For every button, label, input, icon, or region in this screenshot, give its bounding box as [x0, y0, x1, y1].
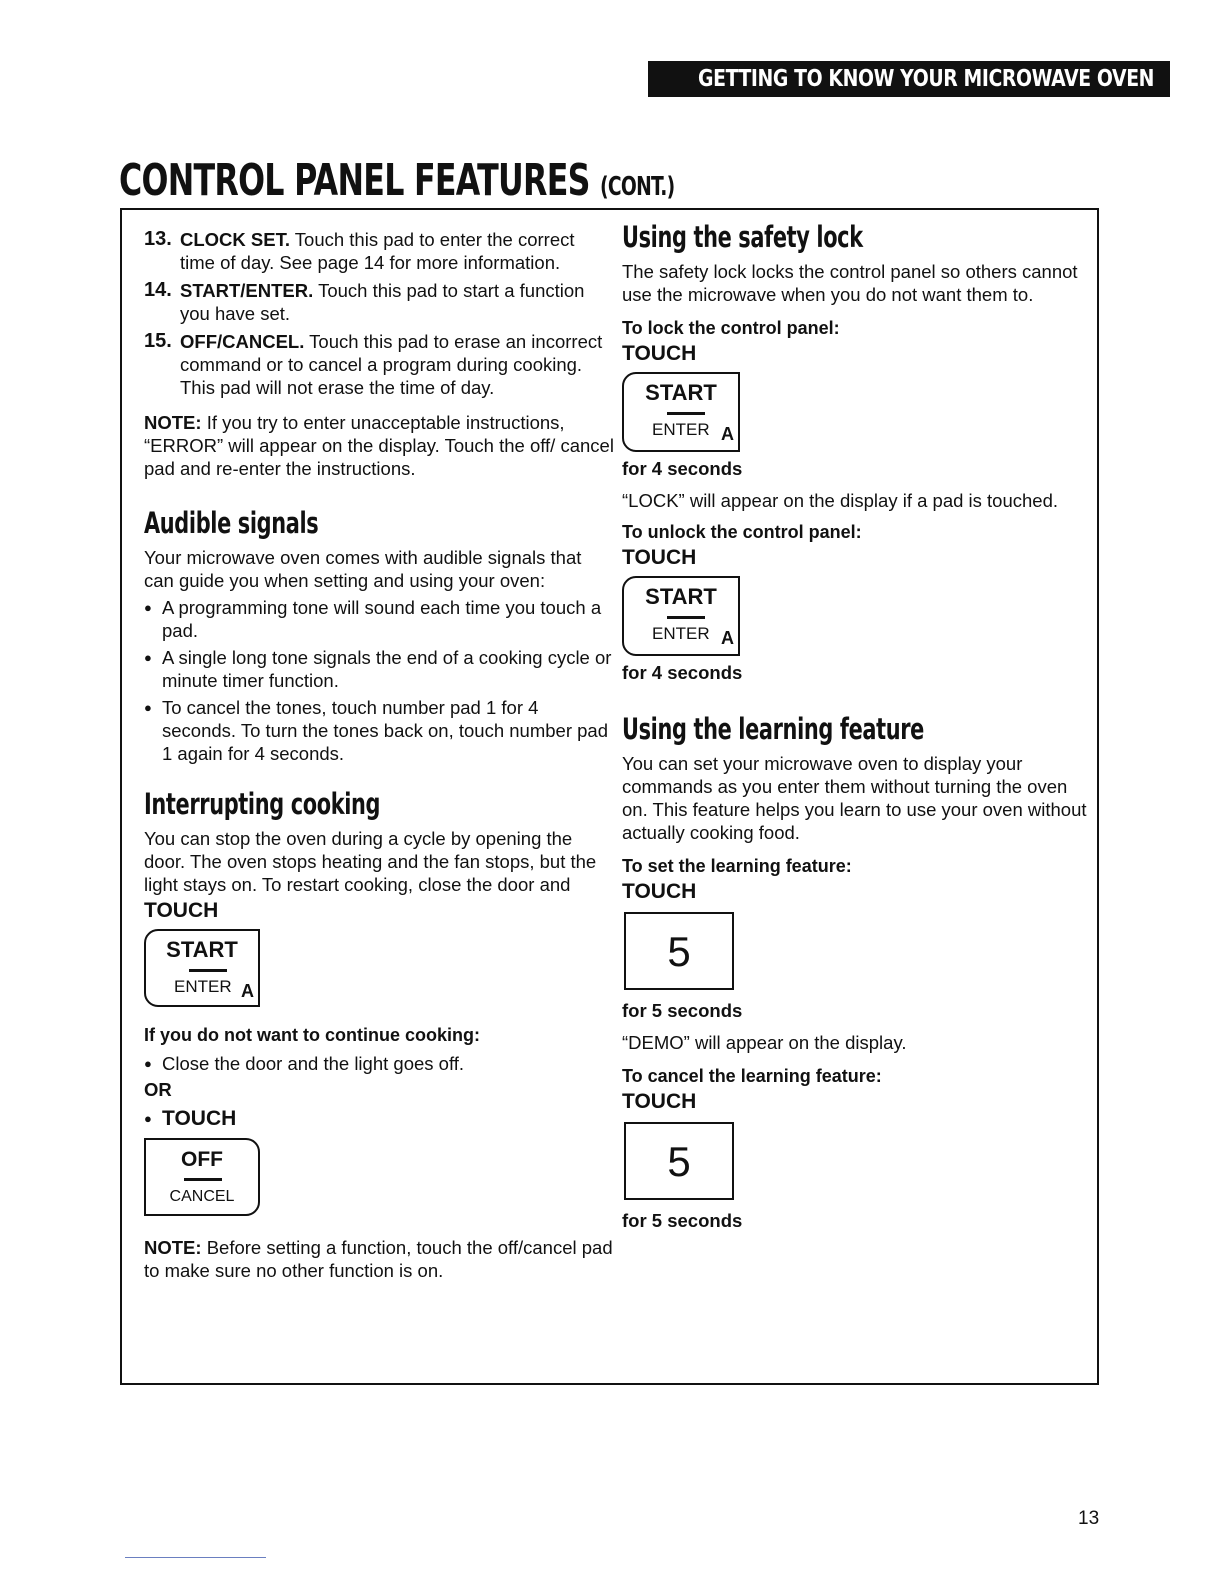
section-banner: GETTING TO KNOW YOUR MICROWAVE OVEN	[648, 61, 1170, 97]
start-enter-pad: START ENTER A	[144, 929, 260, 1007]
number-5-pad: 5	[624, 912, 734, 990]
duration-label: for 4 seconds	[622, 662, 743, 683]
demo-message: “DEMO” will appear on the display.	[622, 1032, 907, 1053]
or-label: OR	[144, 1079, 172, 1100]
page-title: CONTROL PANEL FEATURES (CONT.)	[119, 155, 675, 206]
list-item: 14. START/ENTER. Touch this pad to start a function you have set.	[144, 279, 585, 324]
duration-label: for 5 seconds	[622, 1000, 743, 1021]
safety-lock-heading: Using the safety lock	[622, 220, 863, 254]
list-item: ● A programming tone will sound each time you touch a pad.	[144, 596, 614, 642]
page-number: 13	[1078, 1508, 1100, 1529]
learning-feature-heading: Using the learning feature	[622, 712, 924, 746]
touch-label: TOUCH	[622, 1090, 697, 1113]
subheading: To unlock the control panel:	[622, 522, 862, 542]
safety-text: The safety lock locks the control panel so others cannot use the microwave when you do not want them to.	[622, 261, 1078, 305]
learning-text: You can set your microwave oven to display your commands as you enter them without turning the oven on. This feature helps you learn to use your oven without actually cooking food.	[622, 753, 1087, 843]
lock-icon: A	[721, 628, 734, 648]
touch-label: TOUCH	[144, 899, 219, 922]
touch-label: TOUCH	[622, 342, 697, 365]
footer-rule	[125, 1557, 266, 1558]
start-enter-pad: START ENTER A	[622, 576, 740, 656]
subheading: If you do not want to continue cooking:	[144, 1025, 480, 1045]
lock-icon: A	[721, 424, 734, 444]
list-item: 15. OFF/CANCEL. Touch this pad to erase an incorrect command or to cancel a program during cooking. This pad will not erase the time of day.	[144, 330, 603, 398]
note: NOTE: If you try to enter unacceptable instructions, “ERROR” will appear on the display. Touch the off/ cancel pad and re-enter the instructions.	[144, 412, 614, 479]
subheading: To lock the control panel:	[622, 318, 840, 338]
note: NOTE: Before setting a function, touch the off/cancel pad to make sure no other function is on.	[144, 1237, 613, 1281]
off-cancel-pad: OFF CANCEL	[144, 1138, 260, 1216]
interrupting-cooking-heading: Interrupting cooking	[144, 787, 381, 821]
list-item: ● A single long tone signals the end of a cooking cycle or minute timer function.	[144, 646, 614, 692]
start-enter-pad: START ENTER A	[622, 372, 740, 452]
touch-label: TOUCH	[622, 880, 697, 903]
duration-label: for 5 seconds	[622, 1210, 743, 1231]
audible-signals-heading: Audible signals	[144, 506, 319, 540]
interrupt-text: You can stop the oven during a cycle by opening the door. The oven stops heating and the fan stops, but the light stays on. To restart cooking, close the door and	[144, 828, 597, 895]
audible-intro: Your microwave oven comes with audible signals that can guide you when setting and using your oven:	[144, 547, 582, 591]
number-5-pad: 5	[624, 1122, 734, 1200]
touch-label: ● TOUCH	[144, 1107, 614, 1130]
list-item: ● Close the door and the light goes off.	[144, 1052, 614, 1075]
subheading: To cancel the learning feature:	[622, 1066, 882, 1086]
touch-label: TOUCH	[622, 546, 697, 569]
subheading: To set the learning feature:	[622, 856, 852, 876]
lock-icon: A	[241, 981, 254, 1001]
left-column	[144, 228, 614, 1282]
duration-label: for 4 seconds	[622, 458, 743, 479]
list-item: ● To cancel the tones, touch number pad 1 for 4 seconds. To turn the tones back on, touch number pad 1 again for 4 seconds.	[144, 696, 614, 765]
list-item: 13. CLOCK SET. Touch this pad to enter the correct time of day. See page 14 for more information.	[144, 228, 575, 273]
lock-message: “LOCK” will appear on the display if a pad is touched.	[622, 490, 1059, 511]
right-column	[622, 220, 1092, 1232]
